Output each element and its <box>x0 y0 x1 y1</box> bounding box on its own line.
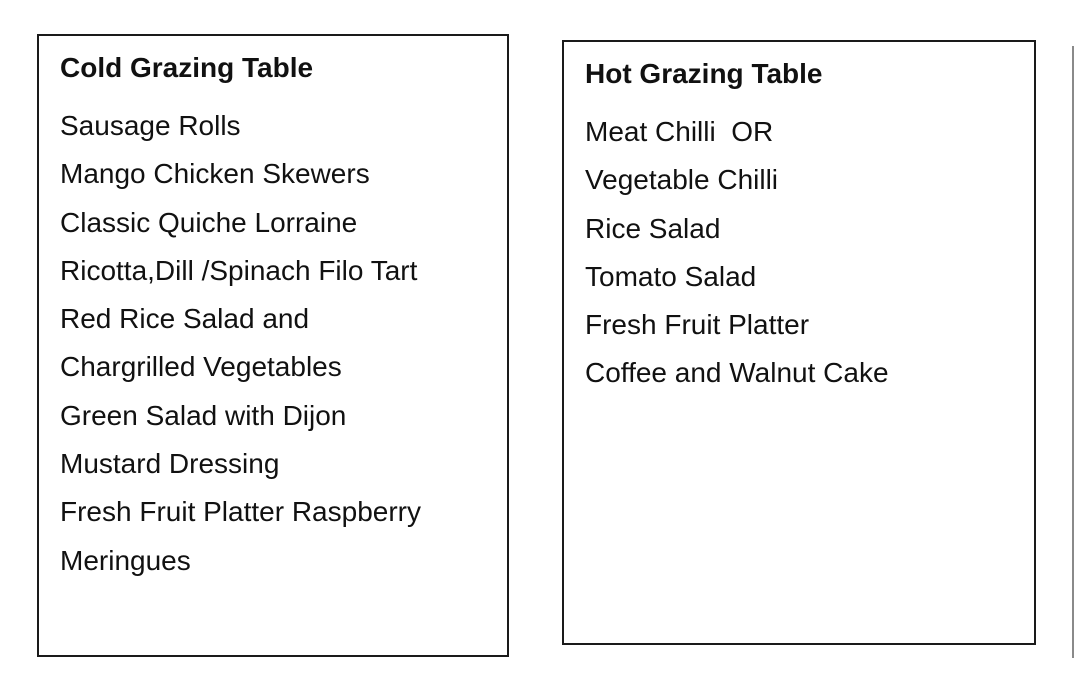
menu-item: Coffee and Walnut Cake <box>585 357 889 389</box>
menu-item: Vegetable Chilli <box>585 164 779 196</box>
menu-item: Classic Quiche Lorraine <box>60 206 358 238</box>
cold-grazing-table-box <box>37 34 509 657</box>
hot-table-title: Hot Grazing Table <box>585 58 823 89</box>
menu-item: Sausage Rolls <box>60 110 241 141</box>
cold-table-title: Cold Grazing Table <box>60 52 314 83</box>
menu-item: Fresh Fruit Platter <box>585 309 810 341</box>
menu-item: Fresh Fruit Platter Raspberry <box>60 496 421 528</box>
menu-item: Meat Chilli OR <box>585 116 774 147</box>
menu-item: Mustard Dressing <box>60 448 280 480</box>
cropped-box-edge <box>1072 46 1074 658</box>
menu-item: Red Rice Salad and <box>60 303 310 335</box>
menu-item: Ricotta,Dill /Spinach Filo Tart <box>60 254 418 286</box>
menu-item: Rice Salad <box>585 212 721 244</box>
menu-item: Meringues <box>60 544 191 576</box>
menu-item: Mango Chicken Skewers <box>60 158 370 190</box>
hot-grazing-table-box <box>562 40 1036 645</box>
menu-item: Chargrilled Vegetables <box>60 351 342 383</box>
menu-item: Tomato Salad <box>585 260 757 292</box>
menu-item: Green Salad with Dijon <box>60 399 347 431</box>
hot-table-item-list <box>585 108 889 398</box>
cold-table-item-list <box>60 102 421 585</box>
